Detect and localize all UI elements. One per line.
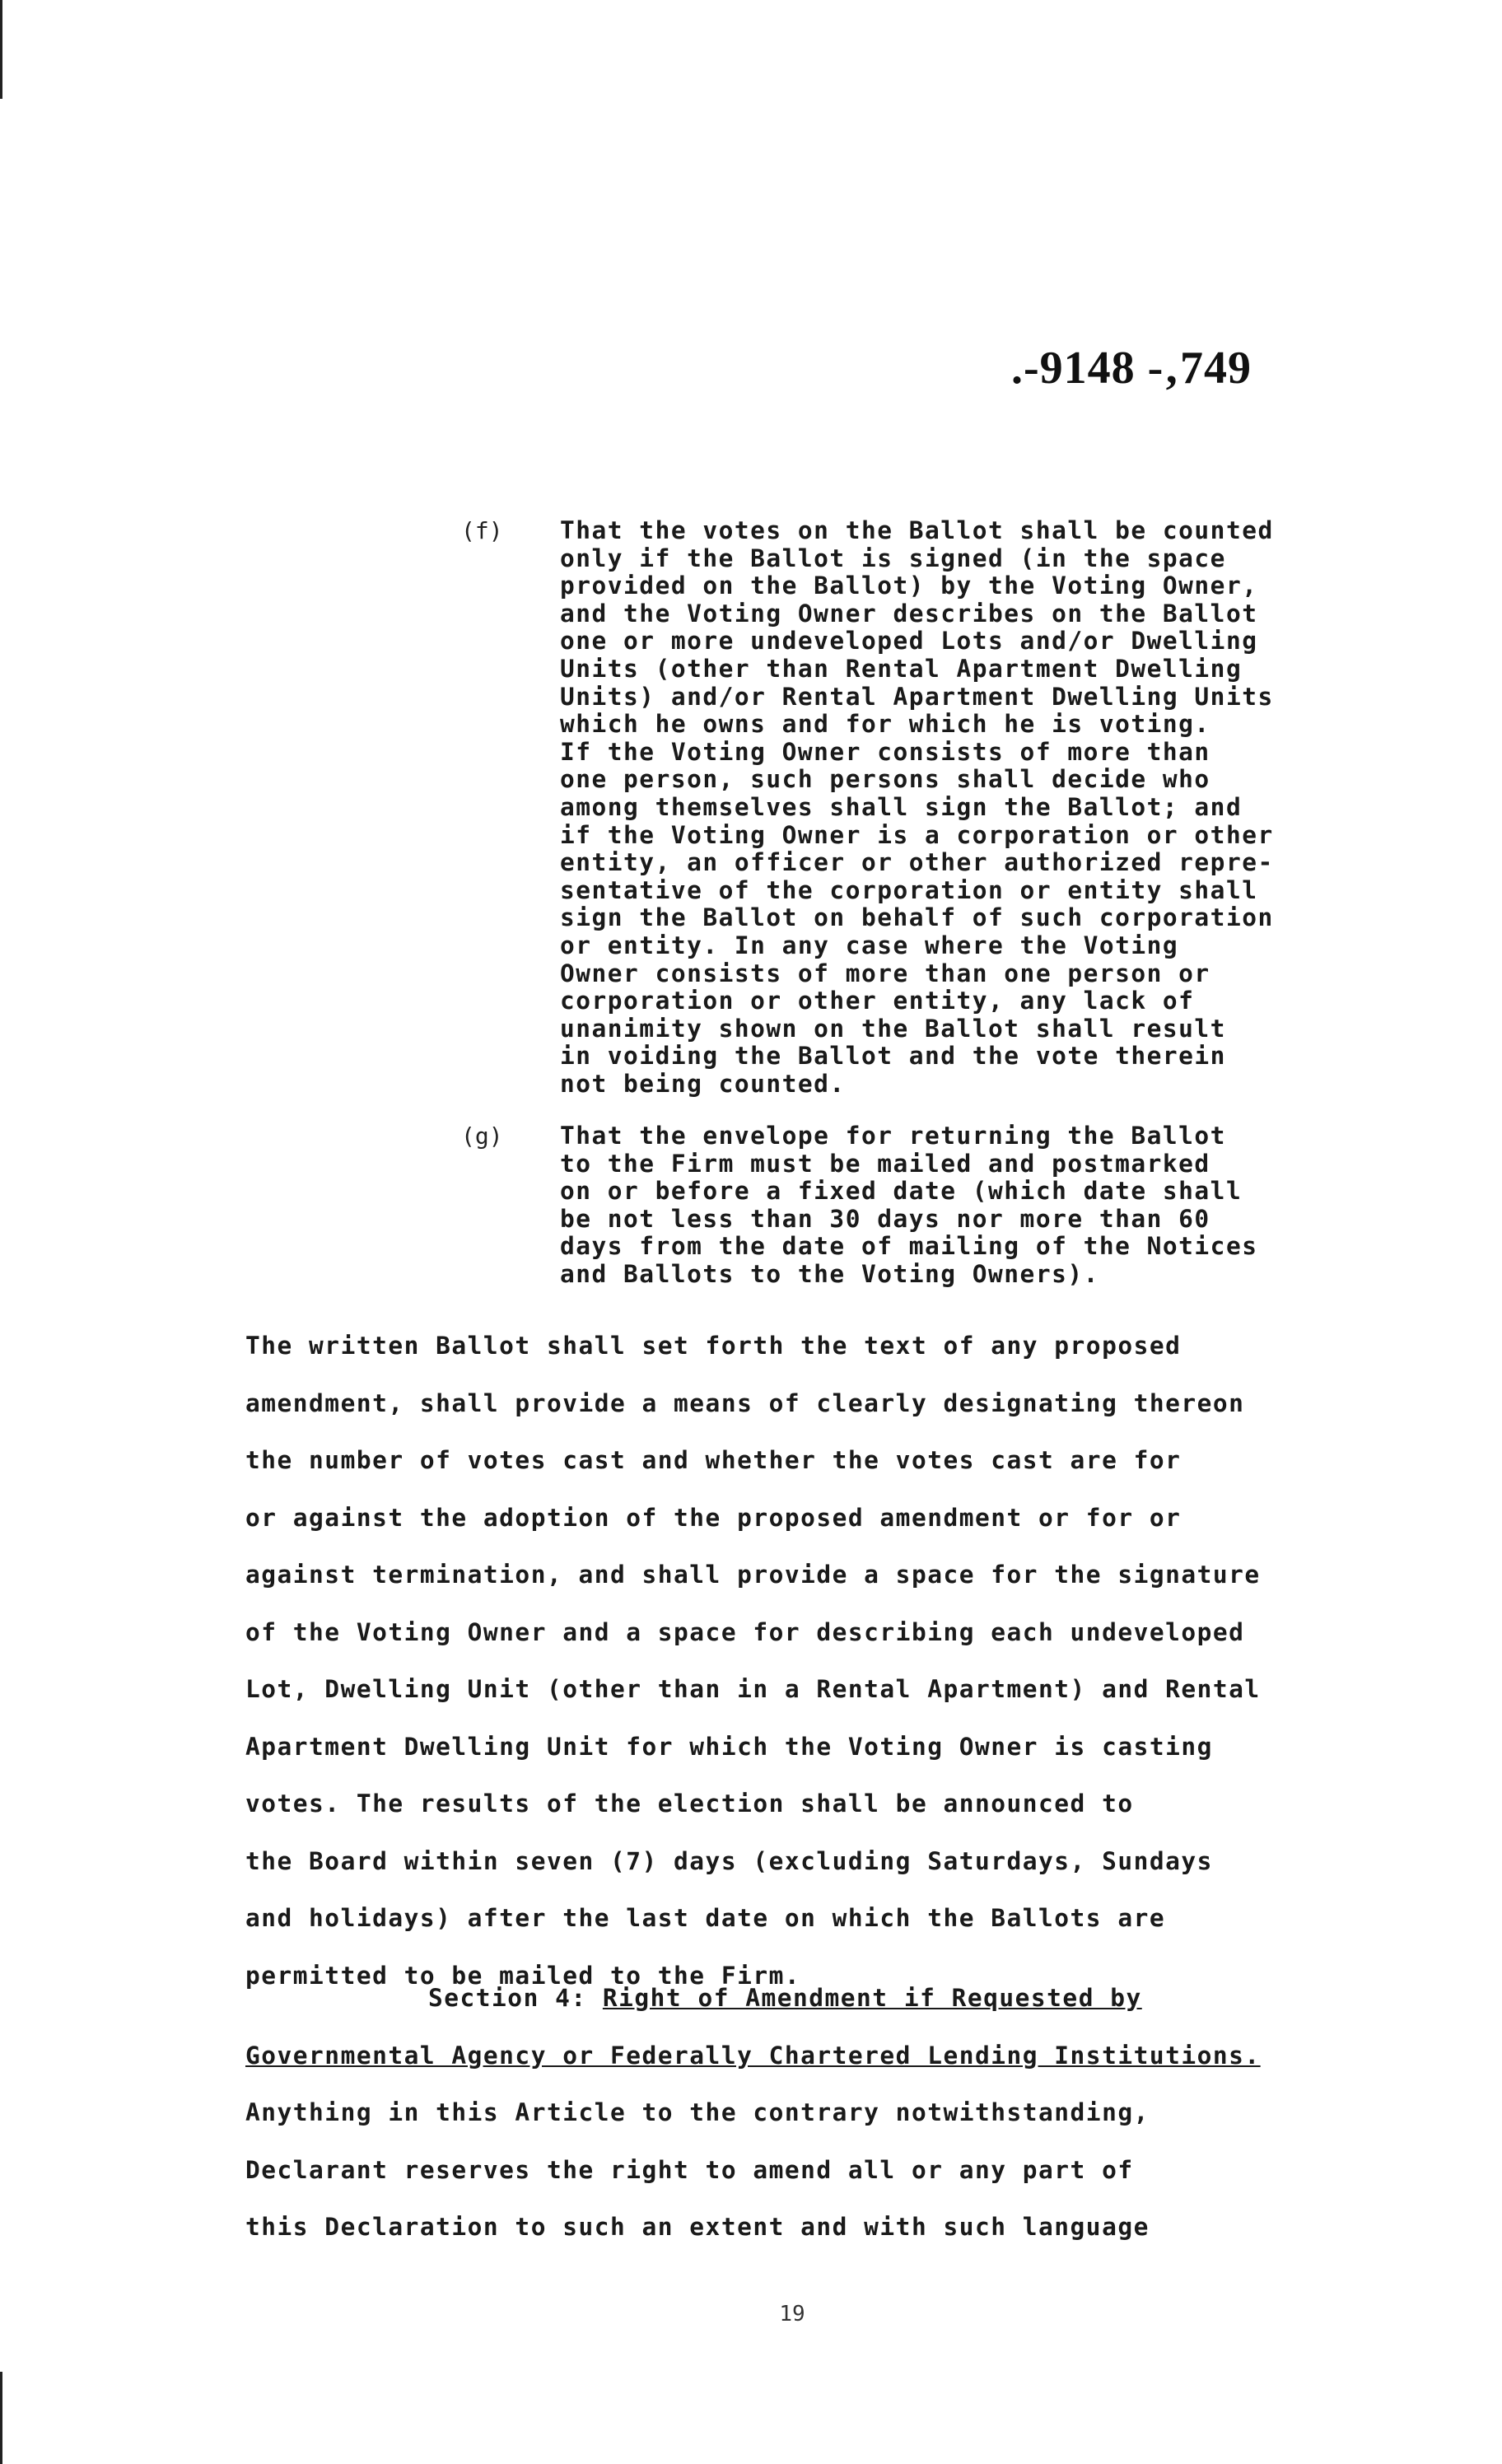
section-title-line2: Governmental Agency or Federally Chartered Lending Institutions. [245, 2041, 1261, 2070]
section-label: Section 4: [428, 1984, 587, 2012]
section-text-line: Declarant reserves the right to amend all or any part of [245, 2155, 1134, 2184]
section-heading [245, 1970, 1382, 2028]
item-text: That the votes on the Ballot shall be counted only if the Ballot is signed (in the space provided on the Ballot) by the Voting Owner, and the Voting Owner describes on the Ballot one or more undeveloped Lots and/or Dwelling Units (other than Rental Apartment Dwelling Units) and/or Rental Apartment Dwelling Units which he owns and for which he is voting. If the Voting Owner consists of more than one person, such persons shall decide who among themselves shall sign the Ballot; and if the Voting Owner is a corporation or other entity, an officer or other authorized repre- sentative of the corporation or entity shall sign the Ballot on behalf of such corporation or entity. In any case where the Voting Owner consists of more than one person or corporation or other entity, any lack of unanimity shown on the Ballot shall result in voiding the Ballot and the vote therein not being counted. [560, 516, 1274, 1098]
item-label: (f) [461, 517, 503, 544]
page-number: 19 [779, 2302, 805, 2326]
item-text: That the envelope for returning the Ballot to the Firm must be mailed and postmarked on or before a fixed date (which date shall be not less than 30 days nor more than 60 days from the date of mailing of the Notices and Ballots to the Voting Owners). [560, 1122, 1258, 1288]
ballot-paragraph: The written Ballot shall set forth the text of any proposed amendment, shall provide a means of clearly designating thereon the number of votes cast and whether the votes cast are for or against the adoption of the proposed amendment or for or against termination, and shall provide a space for the signature of the Voting Owner and a space for describing each undeveloped Lot, Dwelling Unit (other than in a Rental Apartment) and Rental Apartment Dwelling Unit for which the Voting Owner is casting votes. The results of the election shall be announced to the Board within seven (7) days (excluding Saturdays, Sundays and holidays) after the last date on which the Ballots are permitted to be mailed to the Firm. [245, 1332, 1261, 1990]
section-text-line: this Declaration to such an extent and with such language [245, 2213, 1150, 2241]
page-edge-mark [0, 0, 2, 99]
section-text-line: Anything in this Article to the contrary notwithstanding, [245, 2098, 1150, 2126]
section-title-line1: Right of Amendment if Requested by [602, 1984, 1142, 2012]
item-label: (g) [461, 1122, 503, 1150]
recording-stamp: .-9148 -‚749 [1011, 343, 1252, 394]
section-4 [245, 1970, 1382, 2256]
page-edge-mark-bottom [0, 2372, 2, 2464]
